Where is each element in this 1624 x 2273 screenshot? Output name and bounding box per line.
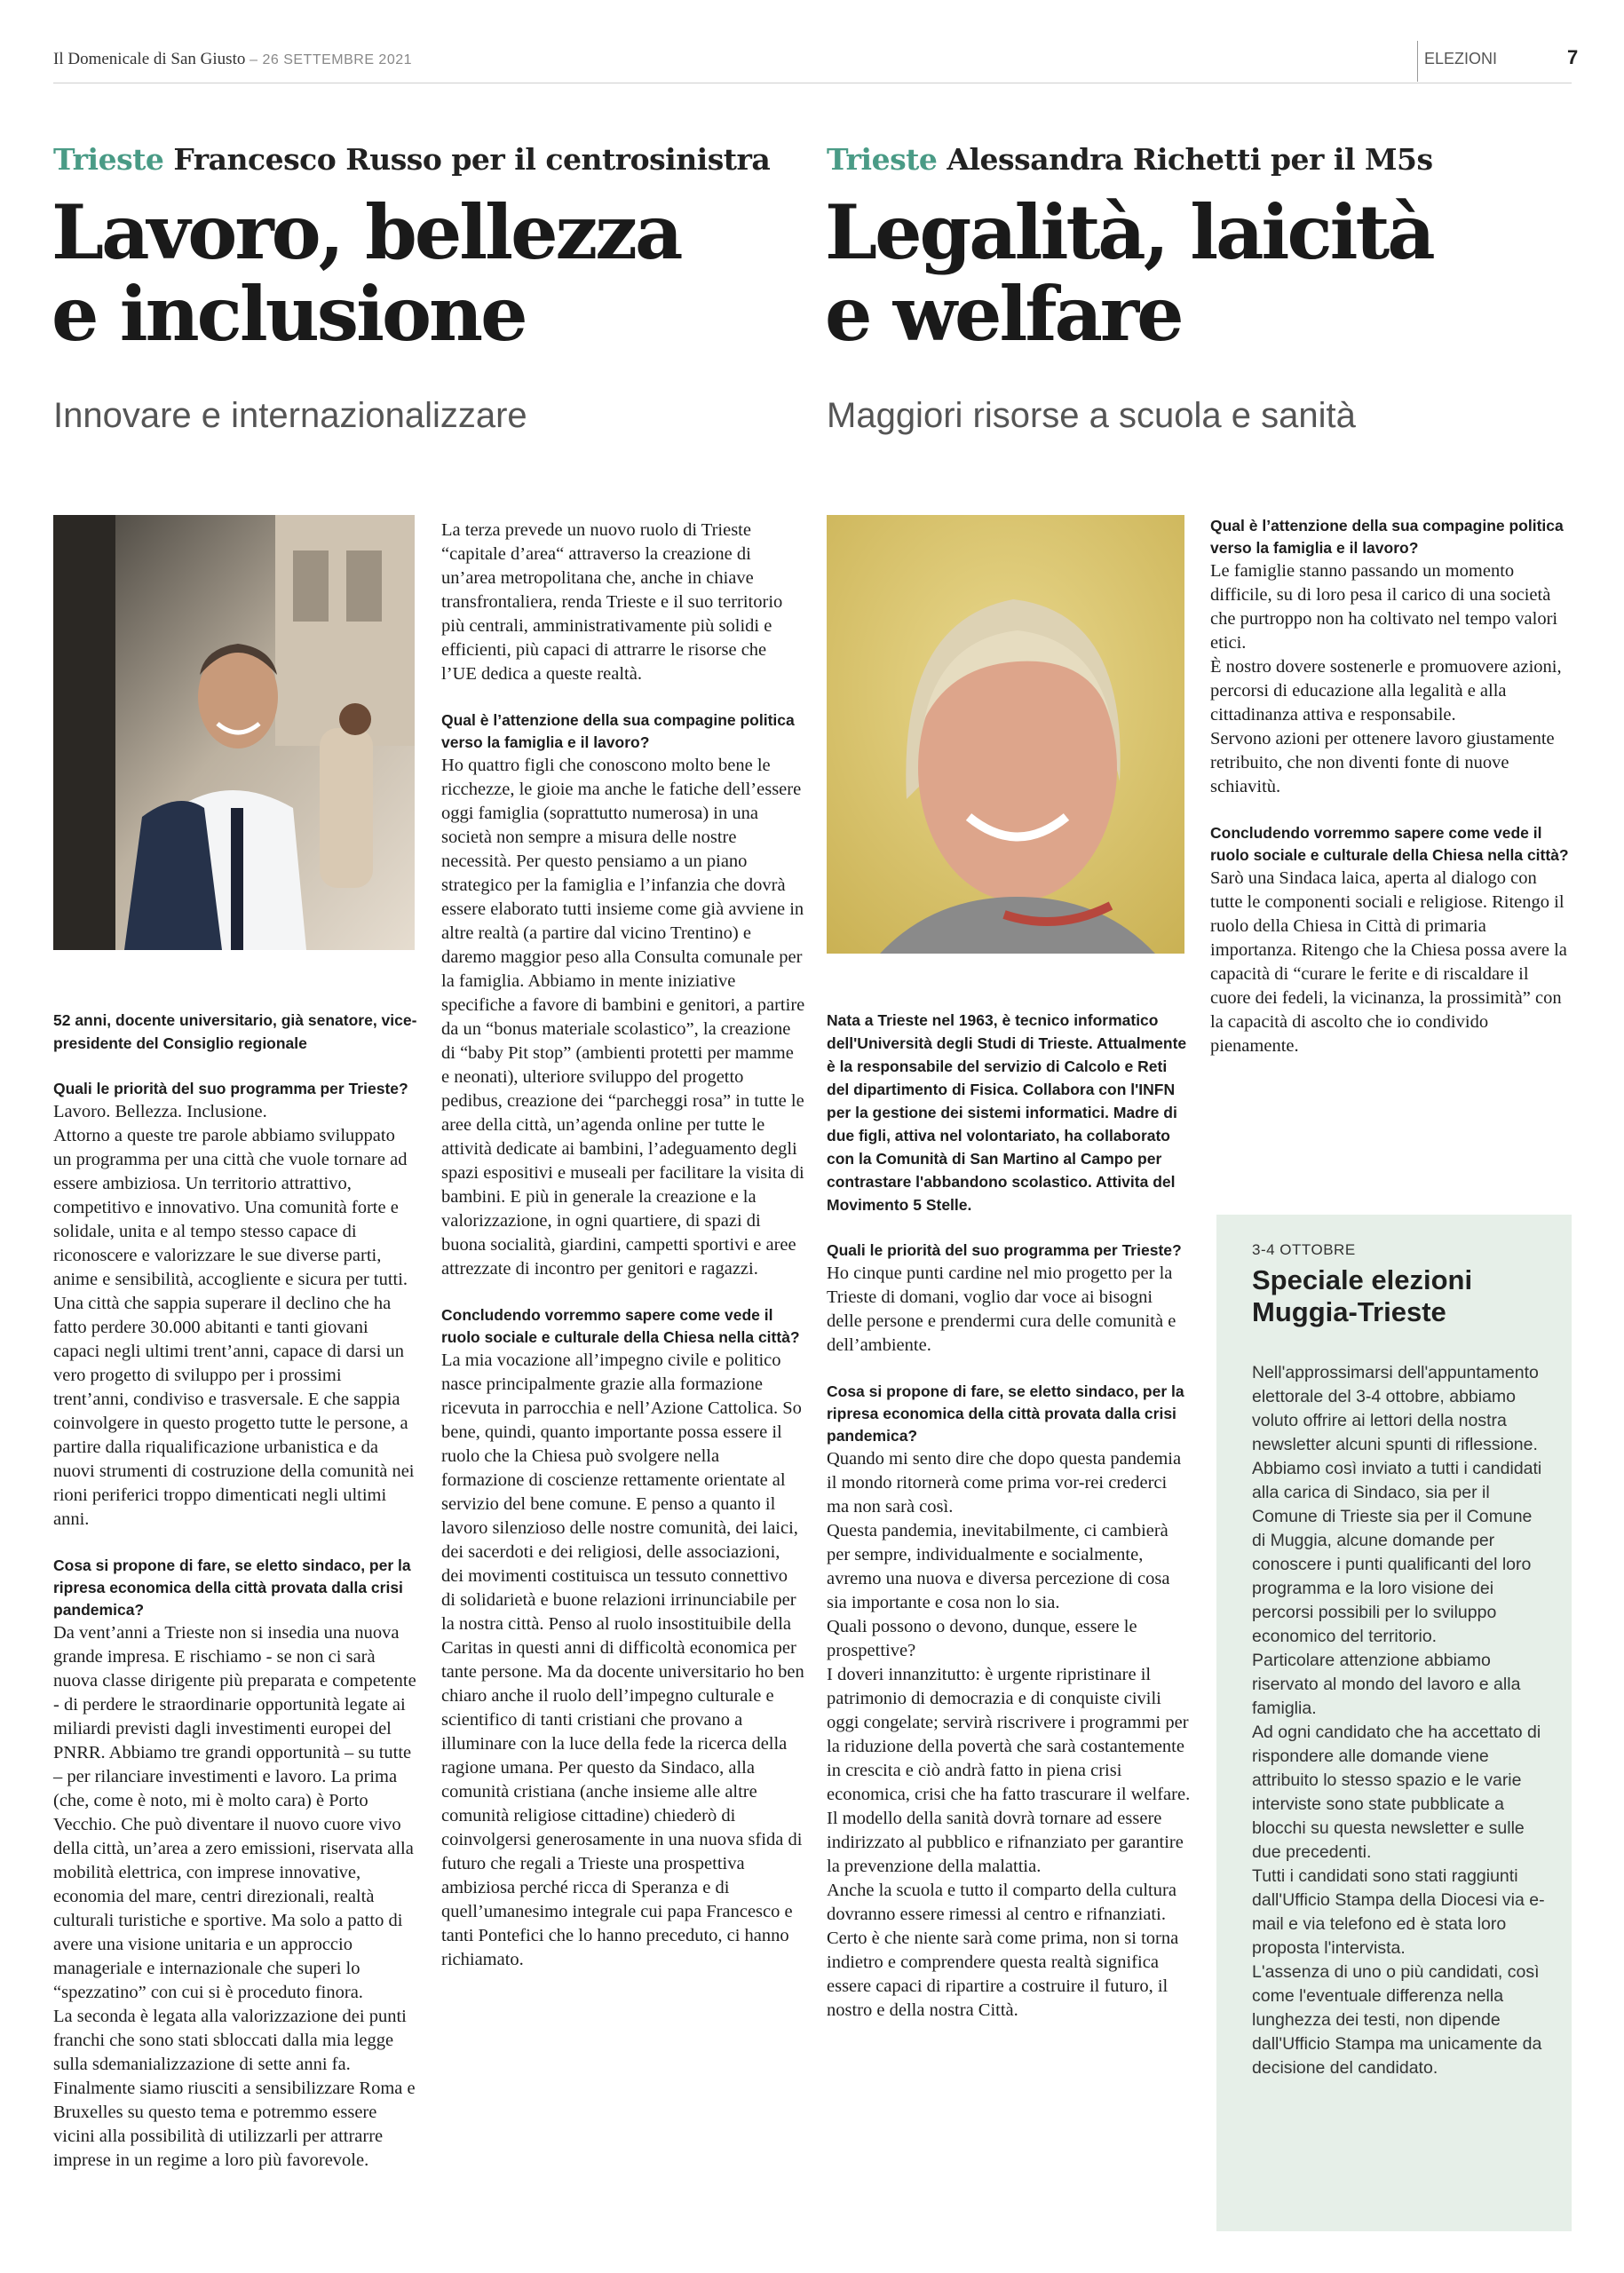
box-body: [1252, 1361, 1545, 2080]
left-headline-line2: e inclusione: [51, 270, 526, 358]
russo-answer-2-part1: Da vent’anni a Trieste non si insedia una nuova grande impresa. E rischiamo - se non ci sarà nuova classe dirigente più preparata e competente - di perdere le straordinarie opportunità legate ai miliardi previsti dagli investimenti europei del PNRR. Abbiamo tre grandi opportunità – su tutte – per rilanciare investimenti e lavoro. La prima (che, come è noto, mi è molto cara) è Porto Vecchio. Che può diventare il nuovo cuore vivo della città, un’area a zero emissioni, riservata alla mobilità elettrica, con imprese innovative, economia del mare, centri direzionali, realtà culturali turistiche e sportive. Ma solo a patto di avere una visione unitaria e un approccio manageriale e internazionale che superi lo “spezzatino” con cui si è proceduto finora.: [53, 1623, 416, 2002]
richetti-answer-2-p4: I doveri innanzitutto: è urgente ripristinare il patrimonio di democrazia e di conquiste civili oggi congelate; servirà riscrivere i programmi per la riduzione della povertà che sarà costantemente in crescita e ciò andrà fatto in piena crisi economica, crisi che ha fatto trascurare il welfare.: [827, 1665, 1191, 1804]
russo-answer-3: Ho quattro figli che conoscono molto bene le ricchezze, le gioie ma anche le fatiche dell’essere oggi famiglia (soprattutto numerosa) in una società non sempre a misura delle nostre necessità. Per questo pensiamo a un piano strategico per la famiglia e l’infanzia che dovrà essere elaborato tutti insieme come già avviene in altre realtà (a partire dal vicino Trentino) e daremo maggior peso alla Consulta comunale per la famiglia. Abbiamo in mente iniziative specifiche a favore di bambini e genitori, a partire da un “bonus materiale scolastico”, la creazione di “baby Pit stop” (ambienti protetti per mamme e neonati), ulteriore sviluppo del progetto pedibus, creazione dei “parcheggi rosa” in tutte le aree della città, un’agenda online per tutte le attività dedicate ai bambini, l’adeguamento degli spazi espositivi e museali per facilitare la visita di bambini. E più in generale la creazione e la valorizzazione, in ogni quartiere, di spazi di buona socialità, giardini, campetti sportivi e aree attrezzate di incontro per genitori e ragazzi.: [441, 756, 805, 1279]
issue-date: – 26 SETTEMBRE 2021: [250, 52, 413, 67]
right-headline-line2: e welfare: [825, 270, 1182, 358]
left-headline: [51, 188, 681, 358]
header-divider: [1417, 41, 1418, 82]
richetti-answer-2-p7: Certo è che niente sarà come prima, non si torna indietro e comprendere questa realtà significa essere capaci di ripartire a costruire il futuro, il nostro e della nostra Città.: [827, 1928, 1179, 2020]
richetti-bio: Nata a Trieste nel 1963, è tecnico informatico dell'Università degli Studi di Trieste. Attualmente è la responsabile del servizio di Calcolo e Reti del dipartimento di Fisica. Collabora con l'INFN per la gestione dei sistemi informatici. Madre di due figli, attiva nel volontariato, ha collaborato con la Comunità di San Martino al Campo per contrastare l'abbandono scolastico. Attivita del Movimento 5 Stelle.: [827, 1011, 1187, 1214]
russo-answer-1: Attorno a queste tre parole abbiamo sviluppato un programma per una città che vuole tornare ad essere ambiziosa. Un territorio attrattivo, competitivo e innovativo. Una comunità forte e solidale, unita e al tempo stesso capace di riconoscere e valorizzare le sue diverse parti, anime e sensibilità, accogliente e sicura per tutti. Una città che sappia superare il declino che ha fatto perdere 30.000 abitanti e tanti giovani capaci negli ultimi trent’anni, capace di darsi un vero progetto di sviluppo per i prossimi trent’anni, condiviso e trasversale. E che sappia coinvolgere in questo progetto tutte le persone, a partire dalla riqualificazione urbanistica e da nuovi strumenti di costruzione della comunità nei rioni periferici troppo dimenticati negli ultimi anni.: [53, 1126, 415, 1529]
box-title: [1252, 1264, 1554, 1328]
russo-answer-2-part3: La terza prevede un nuovo ruolo di Trieste “capitale d’area“ attraverso la creazione di un’area metropolitana che, anche in chiave transfrontaliera, renda Trieste e il suo territorio più centrali, amministrativamente più solidi e efficienti, più capaci di attrarre le risorse che l’UE dedica a queste realtà.: [441, 520, 783, 684]
left-kicker-city: Trieste: [53, 142, 164, 177]
left-subhead: Innovare e internazionalizzare: [53, 396, 527, 435]
richetti-question-4: Concludendo vorremmo sapere come vede il ruolo sociale e culturale della Chiesa nella città?: [1210, 824, 1569, 864]
richetti-question-3: Qual è l’attenzione della sua compagine politica verso la famiglia e il lavoro?: [1210, 517, 1564, 557]
box-paragraph-1: Nell'approssimarsi dell'appuntamento elettorale del 3-4 ottobre, abbiamo voluto offrire ai lettori della nostra newsletter alcuni spunti di riflessione.: [1252, 1363, 1539, 1454]
richetti-question-1: Quali le priorità del suo programma per Trieste?: [827, 1241, 1182, 1259]
russo-photo: [53, 515, 415, 950]
right-column-1: [827, 1009, 1191, 2023]
russo-question-4: Concludendo vorremmo sapere come vede il ruolo sociale e culturale della Chiesa nella città?: [441, 1306, 800, 1346]
right-headline: [825, 188, 1433, 358]
page-number: 7: [1567, 46, 1579, 68]
richetti-question-2: Cosa si propone di fare, se eletto sindaco, per la ripresa economica della città provata dalla crisi pandemica?: [827, 1382, 1184, 1445]
richetti-answer-3-p3: Servono azioni per ottenere lavoro giustamente retribuito, che non diventi fonte di nuove schiavitù.: [1210, 729, 1555, 796]
russo-question-2: Cosa si propone di fare, se eletto sindaco, per la ripresa economica della città provata dalla crisi pandemica?: [53, 1556, 411, 1619]
left-column-1: [53, 1009, 417, 2173]
russo-answer-4: La mia vocazione all’impegno civile e politico nasce principalmente grazie alla formazione ricevuta in parrocchia e nell’Azione Cattolica. So bene, quindi, quanto importante possa essere il ruolo che la Chiesa può svolgere nella formazione di coscienze rettamente orientate al servizio del bene comune. E penso a quanto il lavoro silenzioso delle nostre comunità, dei laici, dei sacerdoti e dei religiosi, delle associazioni, dei movimenti costituisca un tessuto connettivo di solidarietà e buone relazioni irrinunciabile per la nostra città. Penso al ruolo insostituibile della Caritas in questi anni di difficoltà economica per tante persone. Ma da docente universitario ho ben chiaro anche il ruolo dell’impegno culturale e scientifico di tanti cristiani che provano a illuminare con la luce della fede la ricerca della ragione umana. Per questo da Sindaco, alla comunità cristiana (anche insieme alle altre comunità religiose cittadine) chiederò di coinvolgersi generosamente in una nuova sfida di futuro che regali a Trieste una prospettiva ambiziosa perché ricca di Speranza e di quell’umanesimo integrale cui papa Francesco e tanti Pontefici che lo hanno preceduto, ci hanno richiamato.: [441, 1350, 804, 1969]
box-paragraph-4: Ad ogni candidato che ha accettato di rispondere alle domande viene attribuito lo stesso spazio e le varie interviste sono state pubblicate a blocchi su questa newsletter e sulle due precedenti.: [1252, 1723, 1541, 1862]
left-headline-line1: Lavoro, bellezza: [51, 188, 681, 276]
russo-answer-2-part2: La seconda è legata alla valorizzazione dei punti franchi che sono stati sbloccati dalla mia legge sulla sdemanializzazione di sette anni fa. Finalmente siamo riusciti a sensibilizzare Roma e Bruxelles su questo tema e potremmo essere vicini alla possibilità di utilizzarli per attrarre imprese in un regime a loro più favorevole.: [53, 2007, 416, 2170]
left-column-2: [441, 519, 805, 1972]
richetti-answer-2-p2: Questa pandemia, inevitabilmente, ci cambierà per sempre, individualmente e socialmente, avremo una nuova e diversa percezione di cosa sia importante e cosa non lo sia.: [827, 1521, 1170, 1612]
box-paragraph-3: Particolare attenzione abbiamo riservato al mondo del lavoro e alla famiglia.: [1252, 1651, 1521, 1718]
box-paragraph-2: Abbiamo così inviato a tutti i candidati alla carica di Sindaco, sia per il Comune di Trieste sia per il Comune di Muggia, alcune domande per conoscere i punti qualificanti del loro programma e la loro visione dei percorsi possibili per lo sviluppo economico del territorio.: [1252, 1459, 1542, 1646]
special-elections-box: [1216, 1215, 1572, 2231]
right-column-2: [1210, 515, 1573, 1058]
richetti-answer-2-p3: Quali possono o devono, dunque, essere le prospettive?: [827, 1617, 1137, 1660]
box-title-line1: Speciale elezioni: [1252, 1264, 1473, 1295]
left-kicker: [53, 142, 770, 177]
box-paragraph-6: L'assenza di uno o più candidati, così come l'eventuale differenza nella lunghezza dei testi, non dipende dall'Ufficio Stampa ma unicamente da decisione del candidato.: [1252, 1962, 1542, 2078]
right-subhead: Maggiori risorse a scuola e sanità: [827, 396, 1356, 435]
richetti-answer-4: Sarò una Sindaca laica, aperta al dialogo con tutte le componenti sociali e religiose. Ritengo il ruolo della Chiesa in Città di primaria importanza. Ritengo che la Chiesa possa avere la capacità di “curare le ferite e di riscaldare il cuore dei fedeli, la vicinanza, la prossimità” con la capacità di ascolto che io condivido pienamente.: [1210, 868, 1567, 1056]
section-label: ELEZIONI: [1424, 50, 1498, 67]
russo-bio: 52 anni, docente universitario, già senatore, vice-presidente del Consiglio regionale: [53, 1011, 417, 1052]
right-kicker: [827, 142, 1433, 177]
left-kicker-name: Francesco Russo per il centrosinistra: [173, 142, 771, 177]
russo-question-3: Qual è l’attenzione della sua compagine politica verso la famiglia e il lavoro?: [441, 711, 795, 751]
masthead: [53, 50, 412, 69]
richetti-answer-3-p1: Le famiglie stanno passando un momento difficile, su di loro pesa il carico di una società che purtroppo non ha coltivato nel tempo valori etici.: [1210, 561, 1558, 653]
right-headline-line1: Legalità, laicità: [825, 188, 1433, 276]
russo-answer-1-lead: Lavoro. Bellezza. Inclusione.: [53, 1102, 267, 1121]
richetti-answer-1: Ho cinque punti cardine nel mio progetto per la Trieste di domani, voglio dar voce ai bisogni delle persone e prendermi cura delle comunità e dell’ambiente.: [827, 1263, 1176, 1355]
right-kicker-name: Alessandra Richetti per il M5s: [947, 142, 1433, 177]
richetti-photo: [827, 515, 1184, 954]
richetti-answer-2-p6: Anche la scuola e tutto il comparto della cultura dovranno essere rimessi al centro e rifnanziati.: [827, 1881, 1176, 1924]
richetti-answer-2-p5: Il modello della sanità dovrà tornare ad essere indirizzato al pubblico e rifnanziato per garantire la prevenzione della malattia.: [827, 1809, 1184, 1876]
richetti-answer-3-p2: È nostro dovere sostenerle e promuovere azioni, percorsi di educazione alla legalità e alla cittadinanza attiva e responsabile.: [1210, 657, 1562, 725]
publication-name: Il Domenicale di San Giusto: [53, 50, 246, 68]
richetti-answer-2-p1: Quando mi sento dire che dopo questa pandemia il mondo ritornerà come prima vor-rei crederci ma non sarà così.: [827, 1449, 1182, 1517]
box-title-line2: Muggia-Trieste: [1252, 1296, 1446, 1327]
right-kicker-city: Trieste: [827, 142, 938, 177]
box-date: 3-4 OTTOBRE: [1252, 1241, 1356, 1258]
russo-question-1: Quali le priorità del suo programma per Trieste?: [53, 1080, 408, 1097]
box-paragraph-5: Tutti i candidati sono stati raggiunti dall'Ufficio Stampa della Diocesi via e-mail e via telefono ed è stata loro proposta l'intervista.: [1252, 1866, 1545, 1958]
